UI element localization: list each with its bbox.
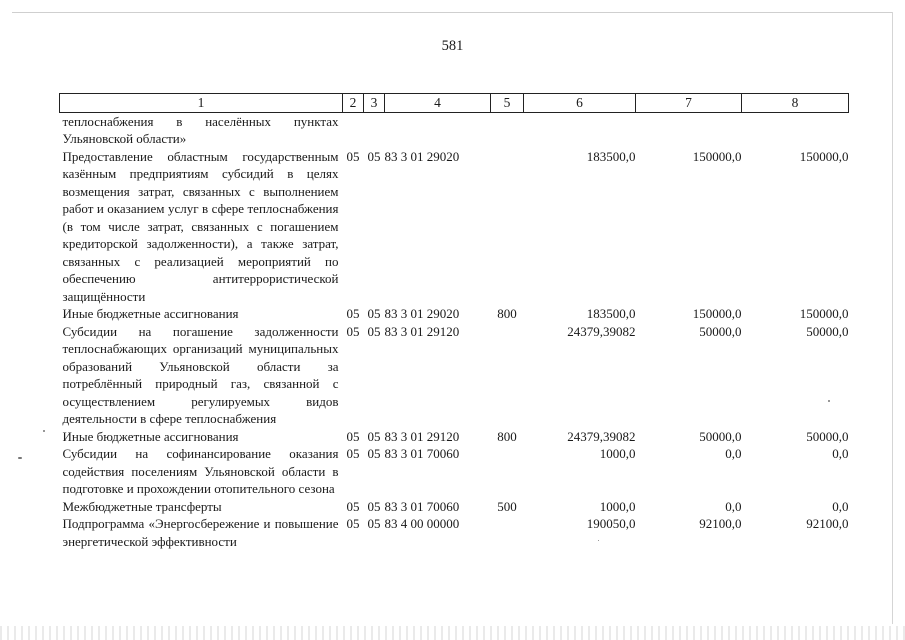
table-row bbox=[60, 305, 849, 323]
scan-bottom-edge bbox=[0, 626, 905, 640]
cell-amount-1: 24379,39082 bbox=[567, 428, 636, 444]
table-header-row bbox=[60, 94, 849, 113]
cell-amount-2: 50000,0 bbox=[699, 323, 742, 339]
row-name: теплоснабжения в населённых пунктах Ульяновской области» bbox=[62, 113, 339, 146]
budget-table bbox=[59, 93, 849, 550]
page-number: 581 bbox=[441, 38, 464, 54]
col-header-6: 6 bbox=[524, 94, 636, 113]
cell-amount-2: 0,0 bbox=[725, 446, 742, 461]
cell-amount-1 bbox=[524, 112, 636, 148]
cell-expense-type bbox=[491, 148, 524, 306]
cell-target-code: 83 3 01 29020 bbox=[384, 306, 460, 321]
row-name: Иные бюджетные ассигнования bbox=[62, 428, 239, 444]
cell-amount-2: 92100,0 bbox=[699, 516, 742, 531]
cell-target-code: 83 4 00 00000 bbox=[384, 516, 460, 531]
table-row bbox=[60, 498, 849, 516]
cell-amount-3: 150000,0 bbox=[799, 306, 849, 321]
cell-expense-type bbox=[491, 515, 524, 550]
cell-section: 05 bbox=[346, 323, 360, 339]
scan-speck bbox=[598, 540, 599, 541]
cell-amount-1: 183500,0 bbox=[586, 306, 636, 321]
cell-target-code: 83 3 01 70060 bbox=[384, 446, 460, 461]
cell-section: 05 bbox=[346, 516, 360, 531]
cell-section: 05 bbox=[346, 428, 360, 444]
cell-amount-1: 183500,0 bbox=[586, 148, 636, 164]
cell-amount-2: 150000,0 bbox=[692, 148, 742, 164]
cell-section: 05 bbox=[346, 446, 360, 461]
row-name: Субсидии на софинансирование оказания содействия поселениям Ульяновской области в подготовке и прохождении отопительного сезона bbox=[62, 446, 339, 496]
cell-target-code: 83 3 01 29120 bbox=[384, 323, 460, 339]
cell-subsection: 05 bbox=[367, 446, 381, 461]
scan-speck bbox=[18, 457, 22, 459]
cell-amount-3: 50000,0 bbox=[806, 428, 849, 444]
cell-amount-2: 150000,0 bbox=[692, 306, 742, 321]
cell-subsection: 05 bbox=[367, 428, 381, 444]
row-name: Межбюджетные трансферты bbox=[62, 498, 222, 514]
cell-target-code: 83 3 01 29020 bbox=[384, 148, 460, 164]
cell-amount-3: 92100,0 bbox=[806, 516, 849, 531]
cell-target-code: 83 3 01 70060 bbox=[384, 498, 460, 514]
cell-amount-2 bbox=[636, 112, 742, 148]
cell-amount-3: 0,0 bbox=[832, 498, 849, 514]
cell-expense-type bbox=[491, 112, 524, 148]
cell-subsection: 05 bbox=[367, 148, 381, 164]
cell-section: 05 bbox=[346, 306, 360, 321]
cell-expense-type: 800 bbox=[497, 306, 517, 321]
cell-subsection: 05 bbox=[367, 516, 381, 531]
cell-amount-2: 50000,0 bbox=[699, 428, 742, 444]
table-row bbox=[60, 148, 849, 306]
scan-speck bbox=[828, 400, 830, 402]
col-header-7: 7 bbox=[636, 94, 742, 113]
table-row bbox=[60, 323, 849, 428]
row-name: Подпрограмма «Энергосбережение и повышение энергетической эффективности bbox=[62, 516, 339, 549]
cell-expense-type bbox=[491, 445, 524, 498]
cell-amount-3: 50000,0 bbox=[806, 323, 849, 339]
table-row bbox=[60, 112, 849, 148]
cell-expense-type bbox=[491, 323, 524, 428]
cell-section bbox=[343, 112, 364, 148]
scan-speck bbox=[43, 430, 45, 432]
cell-amount-3: 150000,0 bbox=[799, 148, 849, 164]
table-row bbox=[60, 428, 849, 446]
col-header-1: 1 bbox=[60, 94, 343, 113]
col-header-4: 4 bbox=[385, 94, 491, 113]
cell-amount-1: 24379,39082 bbox=[567, 323, 636, 339]
row-name: Иные бюджетные ассигнования bbox=[62, 306, 239, 321]
cell-target-code bbox=[385, 112, 491, 148]
cell-subsection: 05 bbox=[367, 306, 381, 321]
col-header-5: 5 bbox=[491, 94, 524, 113]
col-header-8: 8 bbox=[742, 94, 849, 113]
cell-subsection: 05 bbox=[367, 498, 381, 514]
row-name: Предоставление областным государственным казённым предприятиям субсидий в целях возмещения затрат, связанных с выполнением работ и оказанием услуг в сфере теплоснабжения (в том числе затрат, связанных с погашением кредиторской задолженности), а также затрат, связанных с реализацией мероприятий по обеспечению антитеррористической защищённости bbox=[62, 148, 339, 304]
row-name: Субсидии на погашение задолженности теплоснабжающих организаций муниципальных образований Ульяновской области за потреблённый природный газ, связанной с осуществлением регулируемых видов деятельности в сфере теплоснабжения bbox=[62, 323, 339, 426]
scan-border-top bbox=[12, 12, 892, 13]
table-row bbox=[60, 445, 849, 498]
scan-border-right bbox=[892, 12, 893, 624]
cell-subsection: 05 bbox=[367, 323, 381, 339]
cell-section: 05 bbox=[346, 498, 360, 514]
cell-amount-3 bbox=[742, 112, 849, 148]
cell-amount-1: 1000,0 bbox=[599, 446, 636, 461]
table-row bbox=[60, 515, 849, 550]
col-header-3: 3 bbox=[364, 94, 385, 113]
cell-expense-type: 800 bbox=[497, 428, 517, 444]
cell-amount-1: 1000,0 bbox=[599, 498, 636, 514]
cell-section: 05 bbox=[346, 148, 360, 164]
col-header-2: 2 bbox=[343, 94, 364, 113]
cell-expense-type: 500 bbox=[497, 498, 517, 514]
cell-subsection bbox=[364, 112, 385, 148]
cell-target-code: 83 3 01 29120 bbox=[384, 428, 460, 444]
cell-amount-1: 190050,0 bbox=[586, 516, 636, 531]
cell-amount-2: 0,0 bbox=[725, 498, 742, 514]
cell-amount-3: 0,0 bbox=[832, 446, 849, 461]
